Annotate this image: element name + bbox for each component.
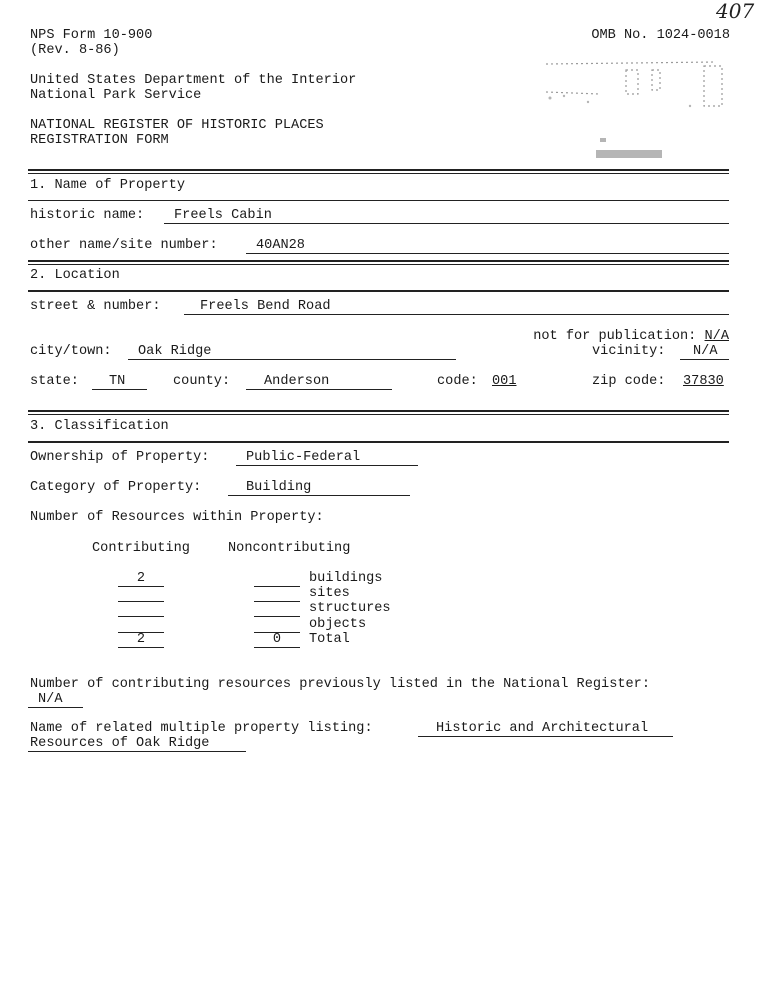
- historic-name-underline: [164, 223, 729, 224]
- other-name-value[interactable]: 40AN28: [256, 238, 305, 253]
- previously-listed-label: Number of contributing resources previously listed in the National Register:: [30, 677, 650, 692]
- not-for-publication-line: [533, 329, 729, 344]
- county-label: county:: [173, 374, 231, 389]
- zip-label: zip code:: [592, 374, 666, 389]
- divider: [28, 410, 729, 412]
- received-stamp-image: [540, 58, 730, 168]
- category-underline: [228, 495, 410, 496]
- divider: [28, 200, 729, 201]
- form-title-line-2: REGISTRATION FORM: [30, 133, 169, 148]
- state-label: state:: [30, 374, 79, 389]
- code-value[interactable]: 001: [492, 374, 517, 389]
- section-1-heading: 1. Name of Property: [30, 178, 185, 193]
- resource-contributing-total[interactable]: 2: [136, 632, 146, 647]
- divider: [28, 290, 729, 292]
- blank-line: [118, 586, 164, 587]
- vicinity-value[interactable]: N/A: [693, 344, 718, 359]
- resources-label: Number of Resources within Property:: [30, 510, 324, 525]
- blank-line: [254, 616, 300, 617]
- blank-line: [254, 601, 300, 602]
- ownership-label: Ownership of Property:: [30, 450, 210, 465]
- resource-type-label: objects: [309, 617, 367, 632]
- category-value[interactable]: Building: [246, 480, 312, 495]
- historic-name-label: historic name:: [30, 208, 145, 223]
- resource-type-label: Total: [309, 632, 350, 647]
- previously-listed-value[interactable]: N/A: [38, 692, 63, 707]
- code-label: code:: [437, 374, 478, 389]
- previously-listed-underline: [28, 707, 83, 708]
- handwritten-mark: 407: [716, 0, 755, 23]
- contributing-column-header: Contributing: [92, 541, 190, 556]
- blank-line: [118, 601, 164, 602]
- section-3-heading: 3. Classification: [30, 419, 169, 434]
- historic-name-value[interactable]: Freels Cabin: [174, 208, 272, 223]
- divider: [28, 260, 729, 262]
- blank-line: [254, 647, 300, 648]
- ownership-value[interactable]: Public-Federal: [246, 450, 361, 465]
- blank-line: [254, 586, 300, 587]
- noncontributing-column-header: Noncontributing: [228, 541, 351, 556]
- divider: [28, 169, 729, 171]
- resource-type-label: structures: [309, 601, 391, 616]
- related-listing-underline-2: [28, 751, 246, 752]
- vicinity-label: vicinity:: [592, 344, 666, 359]
- county-underline: [246, 389, 392, 390]
- blank-line: [118, 647, 164, 648]
- county-value[interactable]: Anderson: [264, 374, 330, 389]
- street-underline: [184, 314, 729, 315]
- ownership-underline: [236, 465, 418, 466]
- blank-line: [118, 616, 164, 617]
- form-number: NPS Form 10-900: [30, 28, 153, 43]
- not-for-publication-label: not for publication:: [533, 329, 697, 344]
- city-label: city/town:: [30, 344, 112, 359]
- form-revision: (Rev. 8-86): [30, 43, 120, 58]
- form-title-line-1: NATIONAL REGISTER OF HISTORIC PLACES: [30, 118, 324, 133]
- state-underline: [92, 389, 147, 390]
- department-line-2: National Park Service: [30, 88, 202, 103]
- omb-number: OMB No. 1024-0018: [591, 28, 730, 43]
- resource-type-label: sites: [309, 586, 350, 601]
- resource-type-label: buildings: [309, 571, 383, 586]
- street-value[interactable]: Freels Bend Road: [200, 299, 331, 314]
- street-label: street & number:: [30, 299, 161, 314]
- divider: [28, 414, 729, 415]
- category-label: Category of Property:: [30, 480, 202, 495]
- related-listing-underline-1: [418, 736, 673, 737]
- resource-noncontributing-total[interactable]: 0: [272, 632, 282, 647]
- state-value[interactable]: TN: [109, 374, 126, 389]
- other-name-label: other name/site number:: [30, 238, 218, 253]
- vicinity-underline: [680, 359, 729, 360]
- not-for-publication-value[interactable]: N/A: [704, 329, 729, 344]
- resource-contributing-count[interactable]: 2: [136, 571, 146, 586]
- section-2-heading: 2. Location: [30, 268, 120, 283]
- zip-value[interactable]: 37830: [683, 374, 724, 389]
- divider: [28, 441, 729, 443]
- related-listing-label: Name of related multiple property listing:: [30, 721, 373, 736]
- related-listing-value-line-1[interactable]: Historic and Architectural: [436, 721, 649, 736]
- department-line-1: United States Department of the Interior: [30, 73, 357, 88]
- related-listing-value-line-2[interactable]: Resources of Oak Ridge: [30, 736, 210, 751]
- city-value[interactable]: Oak Ridge: [138, 344, 212, 359]
- other-name-underline: [246, 253, 729, 254]
- city-underline: [128, 359, 456, 360]
- divider: [28, 264, 729, 265]
- divider: [28, 173, 729, 174]
